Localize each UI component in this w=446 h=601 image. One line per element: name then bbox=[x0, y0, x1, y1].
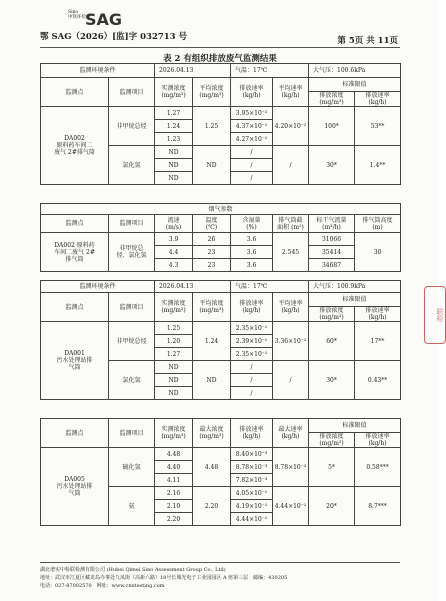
results-table-da005 bbox=[40, 418, 401, 526]
header-item: 监测项目 bbox=[109, 419, 155, 448]
conc-value: 4.40 bbox=[155, 461, 193, 474]
avg-conc-value: 1.25 bbox=[193, 107, 231, 146]
limit-conc-value: 100* bbox=[309, 107, 355, 146]
header-limit-rate: 排放速率 (kg/h) bbox=[355, 433, 401, 448]
header-area: 排气筒截 面积 (m²) bbox=[273, 215, 309, 233]
company-logo-small-text: Sino 中铁环检测 bbox=[68, 10, 91, 20]
avg-conc-value: ND bbox=[193, 361, 231, 400]
rate-value: 8.40×10⁻³ bbox=[231, 448, 273, 461]
header-point: 监测点 bbox=[41, 293, 109, 322]
conc-value: 4.11 bbox=[155, 474, 193, 487]
limit-rate-value: 0.43** bbox=[355, 361, 401, 400]
conc-value: ND bbox=[155, 146, 193, 159]
rate-value: / bbox=[231, 374, 273, 387]
monitor-point: DA002 原料药车间二 废气 2#排气筒 bbox=[41, 107, 109, 185]
flow-value: 34687 bbox=[309, 259, 355, 272]
avg-rate-value: 4.20×10⁻² bbox=[273, 107, 309, 146]
rate-value: / bbox=[231, 159, 273, 172]
footer-company: 湖北谱实中检联检测有限公司 (Hubei Qimei Sino Assessment Group Co., Ltd) bbox=[40, 567, 226, 573]
rate-value: / bbox=[231, 172, 273, 185]
header-rate: 排放速率 (kg/h) bbox=[231, 78, 273, 107]
header-rule bbox=[40, 47, 400, 48]
footer-rule bbox=[40, 562, 400, 563]
item-name: 非甲烷总烃 bbox=[109, 322, 155, 361]
monitor-point: DA002 原料药 车间二废气 2# 排气筒 bbox=[41, 233, 109, 272]
limit-conc-value: 60* bbox=[309, 322, 355, 361]
header-avg-rate: 平均速率 (kg/h) bbox=[273, 293, 309, 322]
conc-value: ND bbox=[155, 374, 193, 387]
header-point: 监测点 bbox=[41, 215, 109, 233]
conc-value: ND bbox=[155, 387, 193, 400]
rate-value: 4.05×10⁻² bbox=[231, 487, 273, 500]
rate-value: 7.82×10⁻³ bbox=[231, 474, 273, 487]
monitor-point: DA005 污水处理站排 气筒 bbox=[41, 448, 109, 526]
env-label: 监测环境条件 bbox=[41, 64, 155, 78]
moisture-value: 3.6 bbox=[231, 246, 273, 259]
flow-value: 31066 bbox=[309, 233, 355, 246]
footer bbox=[40, 566, 400, 590]
item-name: 氯化氢 bbox=[109, 146, 155, 185]
header-rate: 排放速率 (kg/h) bbox=[231, 293, 273, 322]
rate-value: 2.39×10⁻² bbox=[231, 335, 273, 348]
company-seal-stamp: 联检 bbox=[424, 286, 446, 344]
conc-value: 1.23 bbox=[155, 133, 193, 146]
limit-rate-value: 53** bbox=[355, 107, 401, 146]
conc-value: 2.20 bbox=[155, 513, 193, 526]
max-rate-value: 8.78×10⁻³ bbox=[273, 448, 309, 487]
header-speed: 流速 (m/s) bbox=[155, 215, 193, 233]
speed-value: 3.9 bbox=[155, 233, 193, 246]
item-name: 非甲烷总烃 bbox=[109, 107, 155, 146]
flow-value: 35414 bbox=[309, 246, 355, 259]
footer-address: 地址：武汉市江夏区藏龙岛办事处九凤街（高新六路）18号长城光电子工业园园区 A 座第三层 邮编：430205 bbox=[40, 575, 288, 581]
monitor-date: 2026.04.13 bbox=[155, 281, 231, 293]
limit-conc-value: 30* bbox=[309, 146, 355, 185]
avg-rate-value: / bbox=[273, 146, 309, 185]
temp-value: 23 bbox=[193, 259, 231, 272]
area-value: 2.545 bbox=[273, 233, 309, 272]
limit-rate-value: 1.4** bbox=[355, 146, 401, 185]
header-limit-conc: 排放浓度 (mg/m³) bbox=[309, 307, 355, 322]
item-name: 氯化氢 bbox=[109, 361, 155, 400]
max-rate-value: 4.44×10⁻² bbox=[273, 487, 309, 526]
header-conc: 实测浓度 (mg/m³) bbox=[155, 419, 193, 448]
results-table-da002 bbox=[40, 63, 401, 185]
limit-conc-value: 30* bbox=[309, 361, 355, 400]
header-max-rate: 最大速率 (kg/h) bbox=[273, 419, 309, 448]
conc-value: 1.24 bbox=[155, 120, 193, 133]
rate-value: 2.35×10⁻² bbox=[231, 322, 273, 335]
conc-value: 2.10 bbox=[155, 500, 193, 513]
conc-value: 4.48 bbox=[155, 448, 193, 461]
conc-value: 1.27 bbox=[155, 348, 193, 361]
rate-value: / bbox=[231, 361, 273, 374]
height-value: 30 bbox=[355, 233, 401, 272]
limit-rate-value: 0.58*** bbox=[355, 448, 401, 487]
footer-contact: 电话：027-87002570 网址：www.cnntesting.com bbox=[40, 583, 165, 589]
rate-value: 4.37×10⁻² bbox=[231, 120, 273, 133]
header-avg-conc: 平均浓度 (mg/m³) bbox=[193, 293, 231, 322]
rate-value: 8.78×10⁻³ bbox=[231, 461, 273, 474]
monitor-point: DA001 污水处理站排 气筒 bbox=[41, 322, 109, 400]
item-name: 非甲烷总 烃、氯化氢 bbox=[109, 233, 155, 272]
avg-rate-value: / bbox=[273, 361, 309, 400]
header-item: 监测项目 bbox=[109, 215, 155, 233]
header-limit-conc: 排放浓度 (mg/m³) bbox=[309, 92, 355, 107]
monitor-date: 2026.04.13 bbox=[155, 64, 231, 78]
rate-value: / bbox=[231, 146, 273, 159]
report-number: 鄂 SAG（2026）[监]字 032713 号 bbox=[40, 32, 188, 42]
speed-value: 4.4 bbox=[155, 246, 193, 259]
header-avg-rate: 平均速率 (kg/h) bbox=[273, 78, 309, 107]
rate-value: 4.27×10⁻² bbox=[231, 133, 273, 146]
item-name: 硫化氢 bbox=[109, 448, 155, 487]
header-limit-rate: 排放速率 (kg/h) bbox=[355, 307, 401, 322]
header-item: 监测项目 bbox=[109, 293, 155, 322]
air-pressure: 大气压：100.9kPa bbox=[309, 281, 401, 293]
page-number: 第 5页 共 11页 bbox=[337, 36, 398, 46]
moisture-value: 3.6 bbox=[231, 259, 273, 272]
flue-gas-params-table bbox=[40, 203, 401, 272]
header-limit: 标准限值 bbox=[309, 419, 401, 433]
conc-value: 2.16 bbox=[155, 487, 193, 500]
header-conc: 实测浓度 (mg/m³) bbox=[155, 293, 193, 322]
sag-logo: SAG bbox=[85, 10, 123, 29]
avg-conc-value: 1.24 bbox=[193, 322, 231, 361]
rate-value: / bbox=[231, 387, 273, 400]
rate-value: 3.95×10⁻² bbox=[231, 107, 273, 120]
limit-conc-value: 20* bbox=[309, 487, 355, 526]
air-temperature: 气温：17℃ bbox=[231, 64, 309, 78]
header-rate: 排放速率 (kg/h) bbox=[231, 419, 273, 448]
conc-value: ND bbox=[155, 361, 193, 374]
header-limit-rate: 排放速率 (kg/h) bbox=[355, 92, 401, 107]
conc-value: 1.20 bbox=[155, 335, 193, 348]
max-conc-value: 2.20 bbox=[193, 487, 231, 526]
section-title: 烟气参数 bbox=[41, 204, 401, 215]
rate-value: 4.44×10⁻² bbox=[231, 513, 273, 526]
header-point: 监测点 bbox=[41, 419, 109, 448]
table-title: 表 2 有组织排放废气监测结果 bbox=[163, 54, 277, 64]
limit-conc-value: 5* bbox=[309, 448, 355, 487]
results-table-da001 bbox=[40, 280, 401, 400]
conc-value: 1.27 bbox=[155, 107, 193, 120]
avg-rate-value: 3.36×10⁻² bbox=[273, 322, 309, 361]
header-temp: 温度 (℃) bbox=[193, 215, 231, 233]
temp-value: 26 bbox=[193, 233, 231, 246]
header-limit: 标准限值 bbox=[309, 293, 401, 307]
air-pressure: 大气压：100.6kPa bbox=[309, 64, 401, 78]
header-conc: 实测浓度 (mg/m³) bbox=[155, 78, 193, 107]
env-label: 监测环境条件 bbox=[41, 281, 155, 293]
conc-value: 1.25 bbox=[155, 322, 193, 335]
rate-value: 2.35×10⁻² bbox=[231, 348, 273, 361]
rate-value: 4.19×10⁻² bbox=[231, 500, 273, 513]
header-height: 排气筒高度 (m) bbox=[355, 215, 401, 233]
limit-rate-value: 8.7*** bbox=[355, 487, 401, 526]
avg-conc-value: ND bbox=[193, 146, 231, 185]
header-max-conc: 最大浓度 (mg/m³) bbox=[193, 419, 231, 448]
header-point: 监测点 bbox=[41, 78, 109, 107]
header-avg-conc: 平均浓度 (mg/m³) bbox=[193, 78, 231, 107]
item-name: 氨 bbox=[109, 487, 155, 526]
report-header bbox=[40, 10, 400, 46]
limit-rate-value: 17** bbox=[355, 322, 401, 361]
temp-value: 23 bbox=[193, 246, 231, 259]
moisture-value: 3.6 bbox=[231, 233, 273, 246]
max-conc-value: 4.48 bbox=[193, 448, 231, 487]
header-limit: 标准限值 bbox=[309, 78, 401, 92]
header-item: 监测项目 bbox=[109, 78, 155, 107]
conc-value: ND bbox=[155, 172, 193, 185]
header-moisture: 含湿量 (%) bbox=[231, 215, 273, 233]
speed-value: 4.3 bbox=[155, 259, 193, 272]
header-flow: 标干气流量 (m³/h) bbox=[309, 215, 355, 233]
air-temperature: 气温：17℃ bbox=[231, 281, 309, 293]
conc-value: ND bbox=[155, 159, 193, 172]
header-limit-conc: 排放浓度 (mg/m³) bbox=[309, 433, 355, 448]
